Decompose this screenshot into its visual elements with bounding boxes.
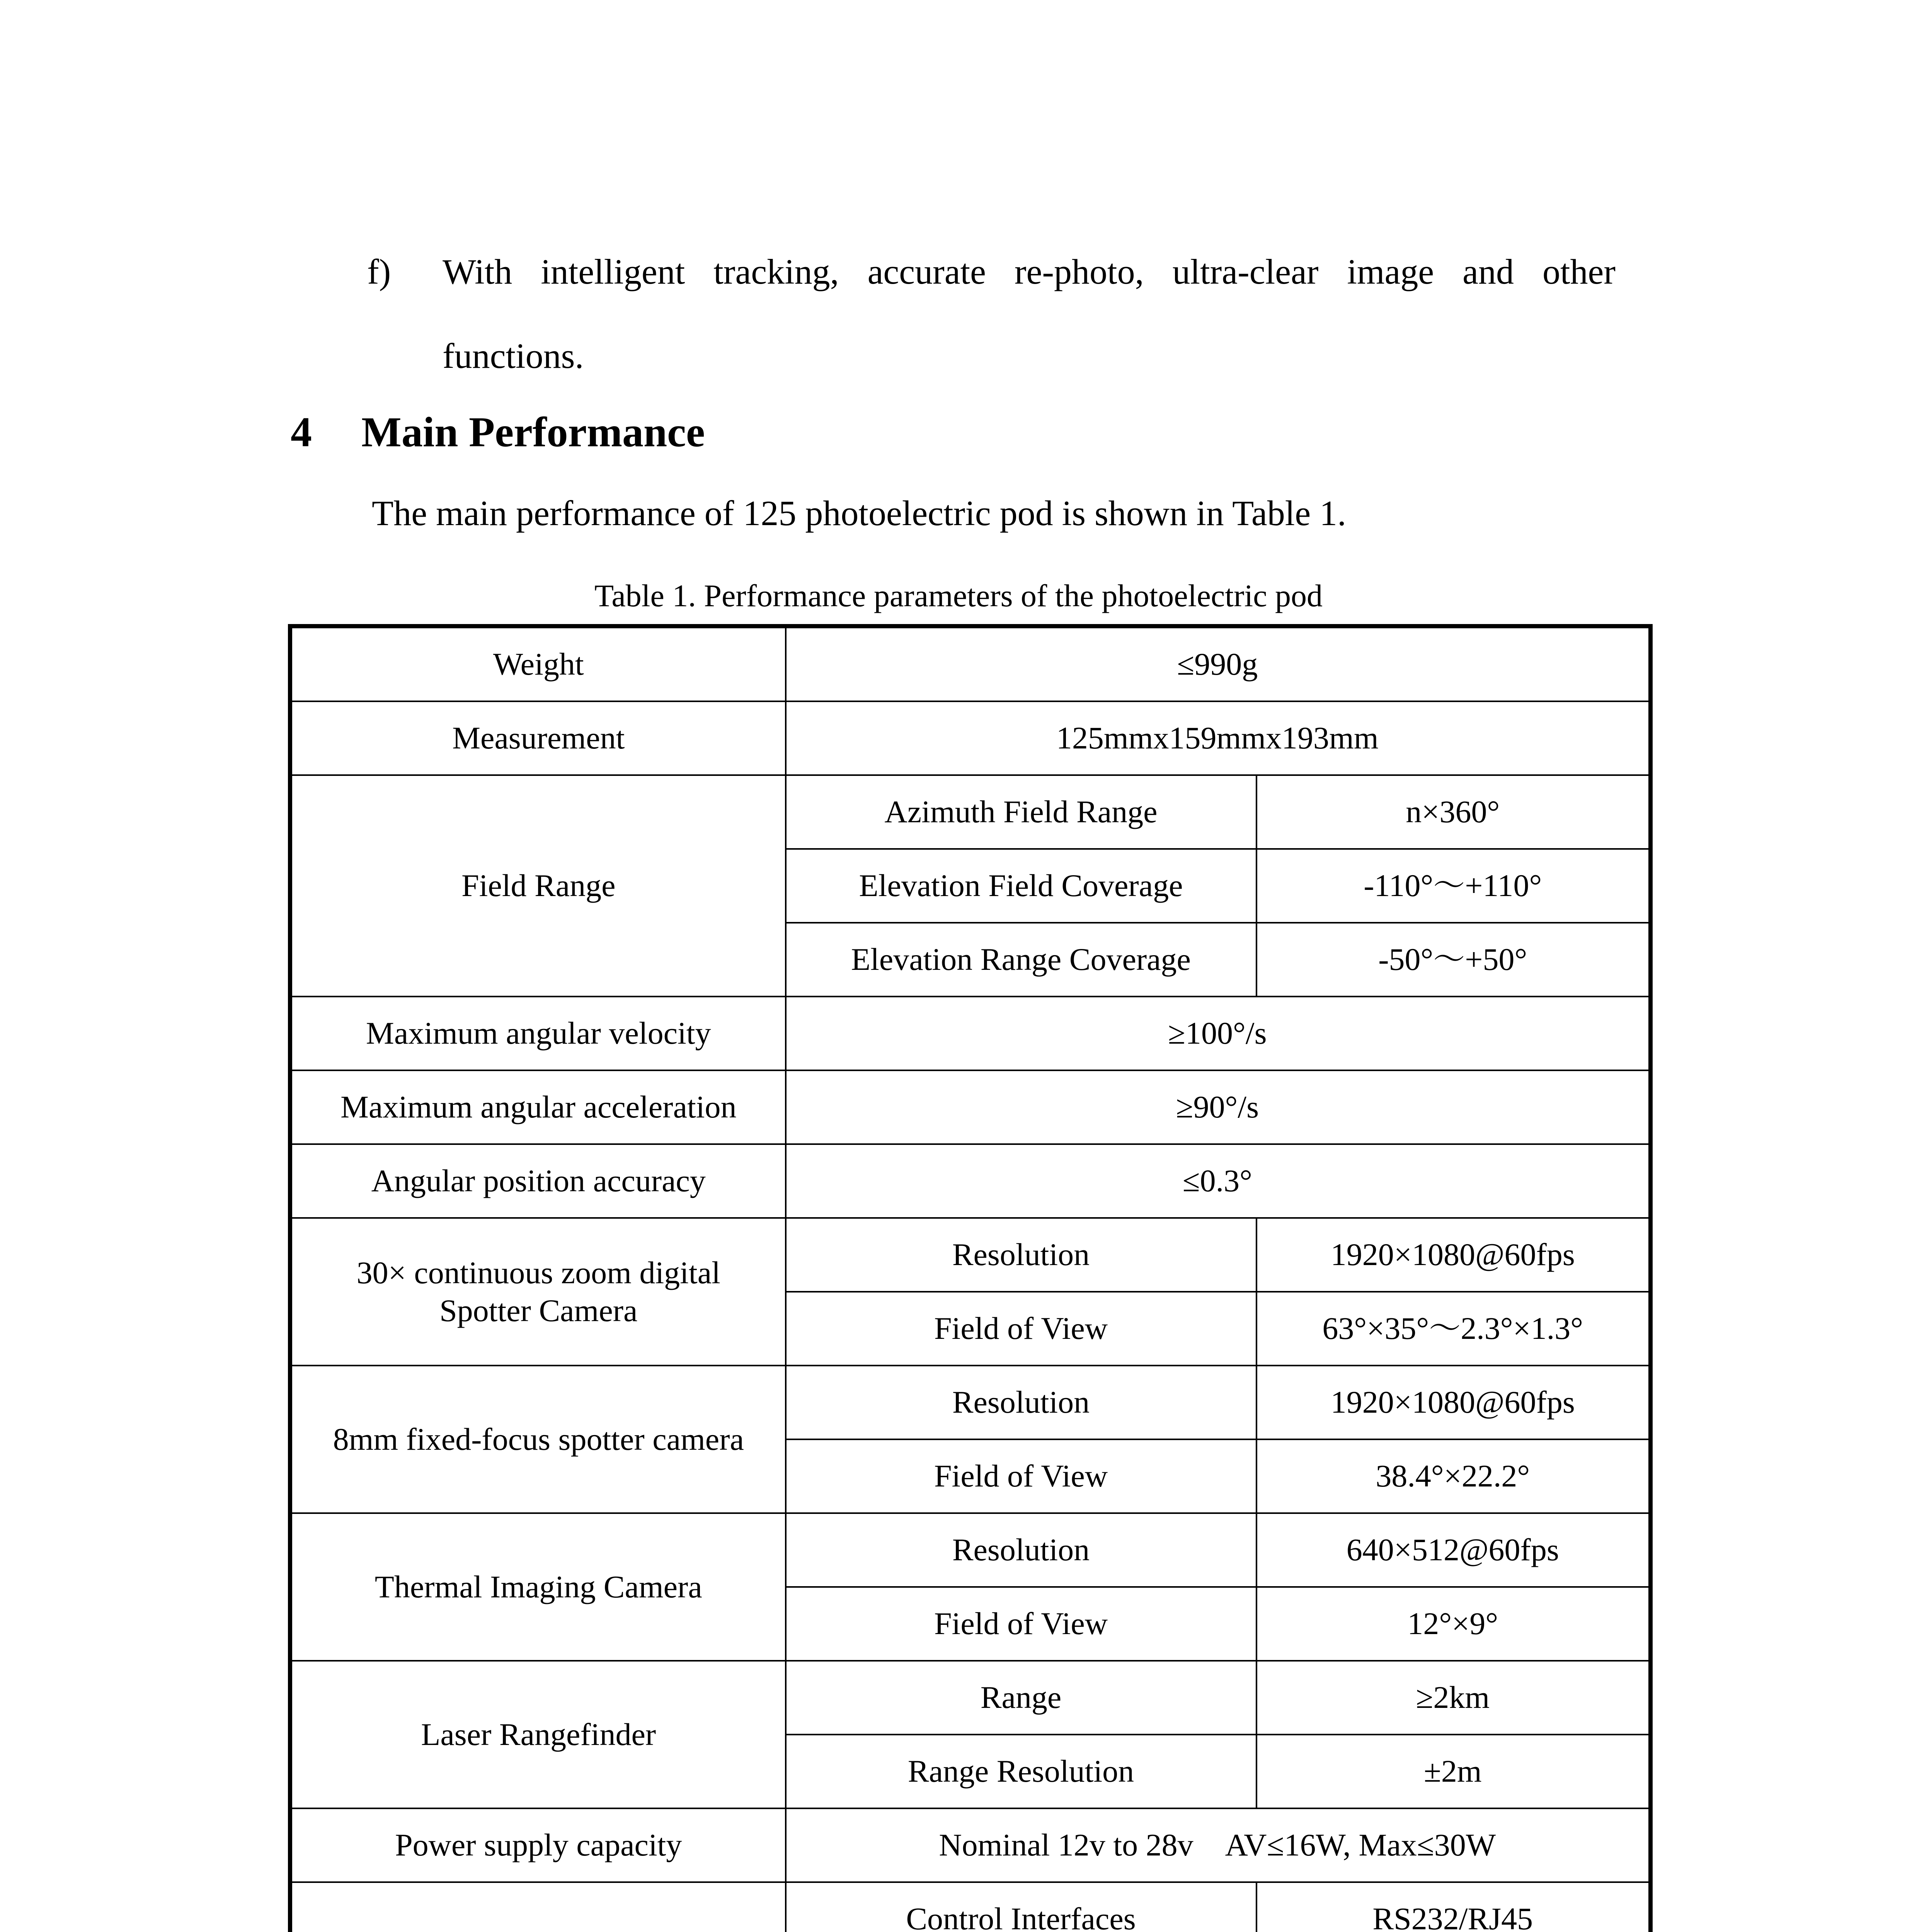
row-label-zoom-camera (290, 1218, 786, 1366)
param-cell: Field of View (786, 1439, 1256, 1513)
performance-table (288, 624, 1653, 1932)
row-label-field-range: Field Range (290, 775, 786, 997)
table-row (290, 1513, 1651, 1587)
row-value-angular-position-accuracy: ≤0.3° (786, 1144, 1651, 1218)
list-item-text: With intelligent tracking, accurate re-photo, ultra-clear image and other (443, 252, 1616, 291)
table-row (290, 1144, 1651, 1218)
value-cell: 1920×1080@60fps (1256, 1218, 1651, 1292)
value-cell: -110°～+110° (1256, 849, 1651, 923)
row-value-power-supply: Nominal 12v to 28v AV≤16W, Max≤30W (786, 1808, 1651, 1882)
param-cell: Resolution (786, 1218, 1256, 1292)
value-cell: 1920×1080@60fps (1256, 1366, 1651, 1439)
row-value-max-angular-velocity: ≥100°/s (786, 997, 1651, 1070)
table-row (290, 775, 1651, 849)
table-caption: Table 1. Performance parameters of the photoelectric pod (594, 578, 1323, 613)
row-label-max-angular-velocity: Maximum angular velocity (290, 997, 786, 1070)
list-marker: f) (367, 252, 391, 291)
table-row (290, 1218, 1651, 1292)
param-cell: Elevation Range Coverage (786, 923, 1256, 997)
zoom-camera-label-line2: Spotter Camera (439, 1293, 638, 1328)
intro-paragraph: The main performance of 125 photoelectric pod is shown in Table 1. (372, 493, 1347, 533)
section-title: Main Performance (361, 408, 705, 456)
row-label-max-angular-acceleration: Maximum angular acceleration (290, 1070, 786, 1144)
table-row (290, 701, 1651, 775)
row-label-power-supply: Power supply capacity (290, 1808, 786, 1882)
param-cell: Field of View (786, 1292, 1256, 1366)
param-cell: Azimuth Field Range (786, 775, 1256, 849)
table-row (290, 1808, 1651, 1882)
table-row (290, 1070, 1651, 1144)
table-row (290, 997, 1651, 1070)
value-cell: ±2m (1256, 1735, 1651, 1808)
value-cell: -50°～+50° (1256, 923, 1651, 997)
table-row (290, 1661, 1651, 1735)
row-label-measurement: Measurement (290, 701, 786, 775)
row-label-fixed-camera: 8mm fixed-focus spotter camera (290, 1366, 786, 1513)
param-cell: Resolution (786, 1513, 1256, 1587)
value-cell: 63°×35°～2.3°×1.3° (1256, 1292, 1651, 1366)
param-cell: Range Resolution (786, 1735, 1256, 1808)
value-cell: ≥2km (1256, 1661, 1651, 1735)
row-label-thermal-camera: Thermal Imaging Camera (290, 1513, 786, 1661)
value-cell: RS232/RJ45 (1256, 1882, 1651, 1932)
value-cell: 38.4°×22.2° (1256, 1439, 1651, 1513)
table-row (290, 626, 1651, 702)
zoom-camera-label-line1: 30× continuous zoom digital (356, 1255, 720, 1290)
param-cell: Range (786, 1661, 1256, 1735)
section-number: 4 (291, 408, 312, 456)
param-cell: Elevation Field Coverage (786, 849, 1256, 923)
value-cell: n×360° (1256, 775, 1651, 849)
row-value-max-angular-acceleration: ≥90°/s (786, 1070, 1651, 1144)
list-item-text-continuation: functions. (443, 336, 584, 376)
row-label-angular-position-accuracy: Angular position accuracy (290, 1144, 786, 1218)
row-label-external-interfaces (290, 1882, 786, 1932)
row-value-measurement: 125mmx159mmx193mm (786, 701, 1651, 775)
param-cell: Field of View (786, 1587, 1256, 1661)
value-cell: 640×512@60fps (1256, 1513, 1651, 1587)
row-label-weight: Weight (290, 626, 786, 702)
value-cell: 12°×9° (1256, 1587, 1651, 1661)
row-value-weight: ≤990g (786, 626, 1651, 702)
row-label-laser-rangefinder: Laser Rangefinder (290, 1661, 786, 1808)
param-cell: Resolution (786, 1366, 1256, 1439)
table-row (290, 1882, 1651, 1932)
table-row (290, 1366, 1651, 1439)
param-cell: Control Interfaces (786, 1882, 1256, 1932)
